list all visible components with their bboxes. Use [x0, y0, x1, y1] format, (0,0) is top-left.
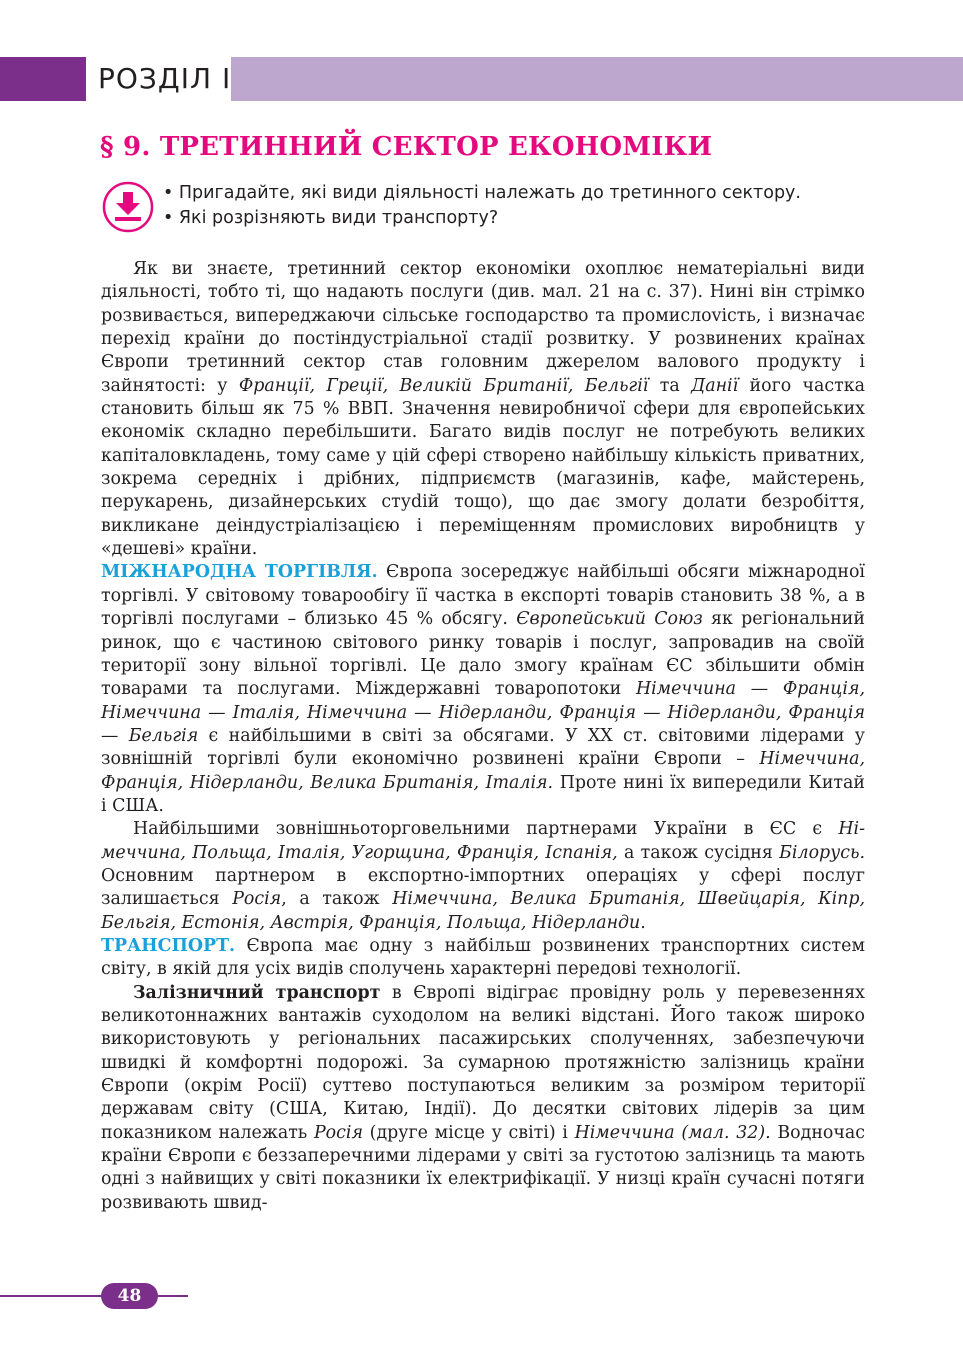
heading-transport: ТРАНСПОРТ.	[101, 935, 236, 956]
page-title: § 9. ТРЕТИННИЙ СЕКТОР ЕКОНОМІКИ	[100, 132, 713, 162]
heading-trade: МІЖНАРОДНА ТОРГІВЛЯ.	[101, 562, 378, 583]
header-bar-right	[231, 57, 963, 101]
download-arrow-icon	[102, 181, 154, 233]
question-item: • Пригадайте, які види діяльності належать до третинного сектору.	[163, 183, 801, 203]
paragraph-transport: ТРАНСПОРТ. Європа має одну з найбільш розвинених транспортних систем світу, в якій для усіх видів сполучень характерні передові технології.	[101, 935, 865, 980]
recall-questions	[163, 181, 801, 231]
paragraph-trade: МІЖНАРОДНА ТОРГІВЛЯ. Європа зосереджує найбільші обсяги міжнародної торгівлі. У світовому товарообігу її частка в експорті товарів становить 38 %, а в торгівлі послугами – близько 45 % обсягу. Європейський Союз як регіональний ринок, що є частиною світового ринку товарів і послуг, запровадив на своїй території зону вільної торгівлі. Це дало змогу країнам ЄС збільшити обмін товарами та послугами. Міждержавні товаропотоки Німеччина — Франція, Німеччина — Італія, Німеччина — Нідерланди, Франція — Нідерланди, Франція — Бельгія є найбільшими в світі за обсягами. У XX ст. світовими лідерами у зовнішній торгівлі були економічно розвинені країни Європи – Німеччина, Франція, Нідерланди, Велика Британія, Італія. Проте нині їх випередили Китай і США.	[101, 562, 865, 816]
question-item: • Які розрізняють види транспорту?	[163, 208, 499, 228]
paragraph-railway: Залізничний транспорт в Європі відіграє провідну роль у перевезеннях великотоннажних вантажів суходолом на великі відстані. Його також широко використовують у регіональних пасажирських сполученнях, забезпечуючи швидкі й комфортні подорожі. За сумарною протяжністю залізниць країни Європи (окрім Росії) суттево поступаються великим за розміром території державам світу (США, Китаю, Індії). До десятки світових лідерів за цим показником належать Росія (друге місце у світі) і Німеччина (мал. 32). Водночас країни Європи є беззаперечними лідерами у світі за густотою залізниць та мають одні з найвищих у світі показники їх електрифікації. У низці країн сучасні потяги розвивають швид-	[101, 982, 865, 1213]
paragraph-tertiary-sector: Як ви знаєте, третинний сектор економіки охоплює нематеріальні види діяльності, тобто ті, що надають послуги (див. мал. 21 на с. 37). Нині він стрімко розвивається, випереджаючи сільське господарство та промислоvість, і визначає перехід країни до постіндустріальної стадії розвитку. У розвинених країнах Європи третинний сектор став головним джерелом валового продукту і зайнятості: у Франції, Греції, Великій Британії, Бельгії та Данії його частка становить більш як 75 % ВВП. Значення невиробничої сфери для європейських економік складно перебільшити. Багато видів послуг не потребують великих капіталовкладень, тому саме у цій сфері створено найбільшу кількість приватних, зокрема середніх і дрібних, підприємств (магазинів, кафе, майстерень, перукарень, дизайнерських стуdій тощо), що дає змогу долати безробіття, викликане деіндустріалізацією і переміщенням промислових виробництв у «дешеві» країни.	[101, 259, 865, 560]
paragraph-partners: Найбільшими зовнішньоторговельними партнерами України в ЄС є Німеччина, Польща, Італія, Угорщина, Франція, Іспанія, а також сусідня Білорусь. Основним партнером в експортно-імпортних операціях у сфері послуг залишається Росія, а також Німеччина, Велика Британія, Швейцарія, Кіпр, Бельгія, Естонія, Австрія, Франція, Польща, Нідерланди.	[101, 819, 865, 933]
footer-line	[0, 1295, 188, 1297]
page-number: 48	[101, 1283, 158, 1309]
body-text	[101, 258, 865, 1215]
section-label: РОЗДІЛ I	[98, 62, 232, 95]
header-bar-left	[0, 57, 86, 101]
